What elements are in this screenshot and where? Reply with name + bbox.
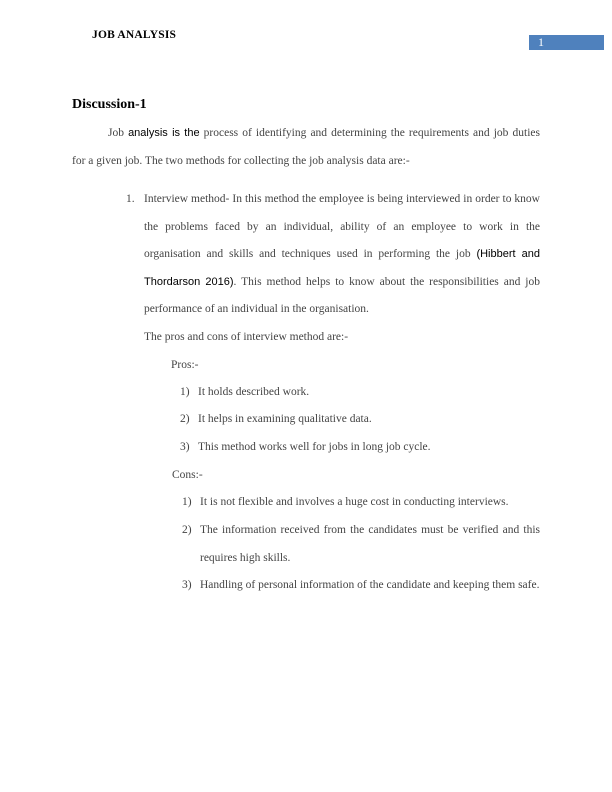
- cons-item: It is not flexible and involves a huge cost in conducting interviews.: [200, 496, 509, 508]
- pros-item: It helps in examining qualitative data.: [198, 413, 372, 425]
- pros-item: It holds described work.: [198, 386, 310, 398]
- intro-paragraph: [72, 120, 540, 175]
- cons-item: Handling of personal information of the candidate and keeping them safe.: [200, 579, 540, 591]
- page-number-badge: [529, 35, 604, 50]
- intro-highlight: analysis is the: [128, 127, 200, 139]
- page-number: 1: [538, 35, 544, 49]
- method-text: Interview method- In this method the employee is being interviewed in order to know the problems faced by an individual, ability of an employee to work in the organisation and skills and techniques used in performing the job: [144, 193, 540, 260]
- interview-method-paragraph: [144, 186, 540, 324]
- cons-item-number: 2): [182, 524, 192, 536]
- cons-item-number: 3): [182, 579, 192, 591]
- pros-item-number: 3): [180, 441, 190, 453]
- intro-part3: process of identifying and determining the requirements and job duties for a given job. The two methods for collecting the job analysis data are:-: [72, 127, 540, 167]
- pros-cons-intro: The pros and cons of interview method are:-: [144, 331, 349, 343]
- method-text-end: . This method helps to know about the responsibilities and job performance of an individual in the organisation.: [144, 275, 540, 315]
- intro-part1: Job: [108, 127, 129, 139]
- cons-item: The information received from the candidates must be verified and this requires high skills.: [200, 524, 540, 564]
- pros-item-number: 1): [180, 386, 190, 398]
- pros-label: Pros:-: [171, 359, 199, 371]
- running-header-title: JOB ANALYSIS: [92, 29, 177, 41]
- pros-item-number: 2): [180, 413, 190, 425]
- citation: (Hibbert and Thordarson 2016): [144, 248, 540, 288]
- cons-item-number: 1): [182, 496, 192, 508]
- pros-item: This method works well for jobs in long job cycle.: [198, 441, 431, 453]
- list-number: 1.: [126, 193, 135, 205]
- cons-label: Cons:-: [172, 469, 203, 481]
- section-heading: Discussion-1: [72, 97, 147, 112]
